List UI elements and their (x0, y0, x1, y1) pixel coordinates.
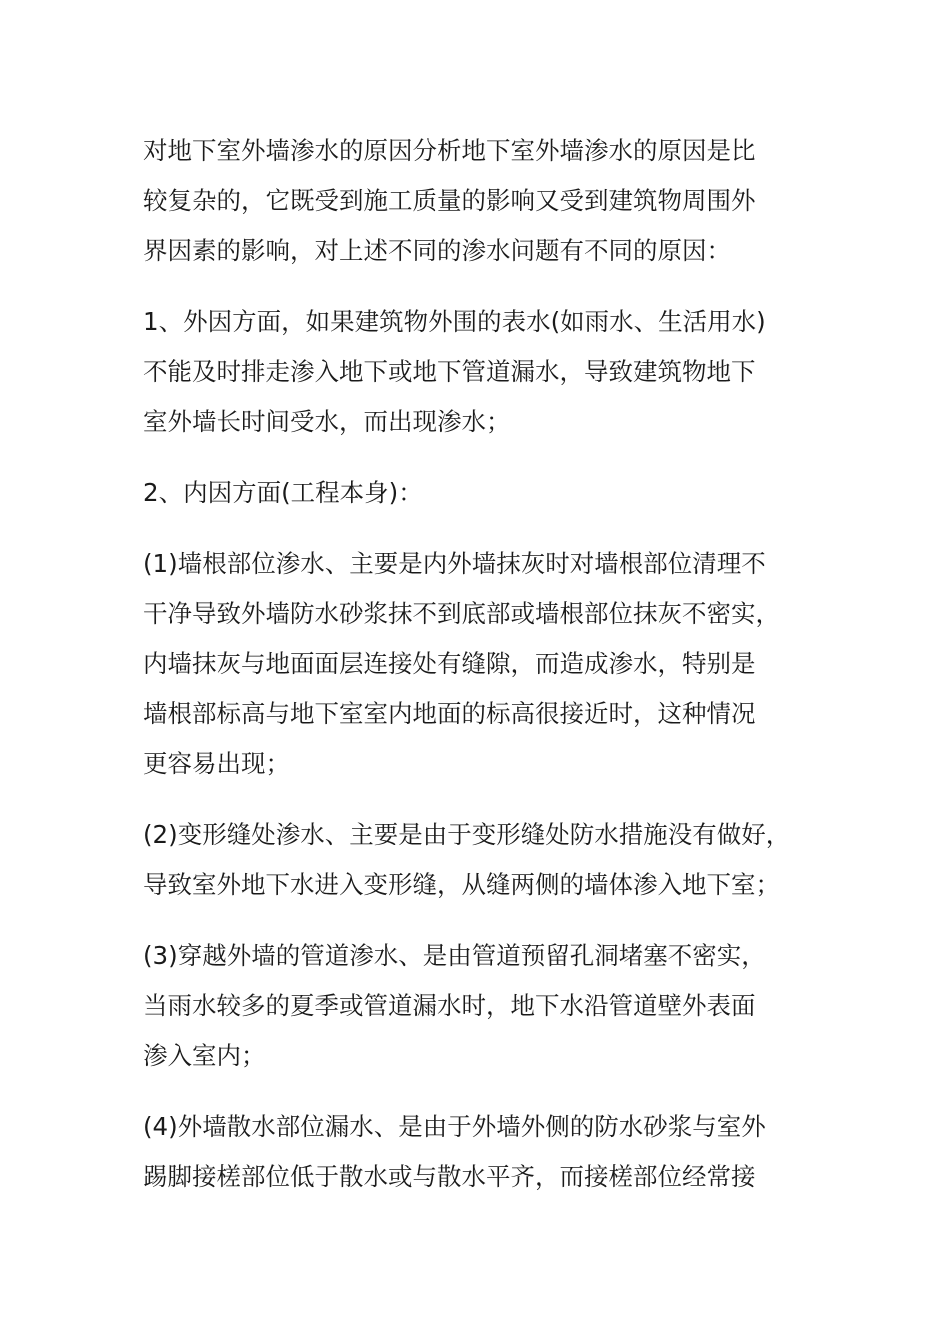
text-line: 内墙抹灰与地面面层连接处有缝隙，而造成渗水，特别是 (143, 649, 756, 678)
text-line: (2)变形缝处渗水、主要是由于变形缝处防水措施没有做好， (143, 820, 791, 849)
paragraph-external-causes (143, 297, 805, 447)
paragraph-item-2 (143, 810, 805, 910)
text-line: (3)穿越外墙的管道渗水、是由管道预留孔洞堵塞不密实， (143, 941, 766, 970)
text-line: 室外墙长时间受水，而出现渗水； (143, 407, 511, 436)
text-line: 1、外因方面，如果建筑物外围的表水(如雨水、生活用水) (143, 307, 766, 336)
text-line: (1)墙根部位渗水、主要是内外墙抹灰时对墙根部位清理不 (143, 549, 766, 578)
document-body (143, 126, 805, 1223)
text-line: 更容易出现； (143, 749, 290, 778)
text-line: (4)外墙散水部位漏水、是由于外墙外侧的防水砂浆与室外 (143, 1112, 766, 1141)
text-line: 较复杂的，它既受到施工质量的影响又受到建筑物周围外 (143, 186, 756, 215)
paragraph-internal-causes-heading (143, 468, 805, 518)
text-line: 墙根部标高与地下室室内地面的标高很接近时，这种情况 (143, 699, 756, 728)
text-line: 对地下室外墙渗水的原因分析地下室外墙渗水的原因是比 (143, 136, 756, 165)
text-line: 当雨水较多的夏季或管道漏水时，地下水沿管道壁外表面 (143, 991, 756, 1020)
text-line: 干净导致外墙防水砂浆抹不到底部或墙根部位抹灰不密实， (143, 599, 780, 628)
paragraph-item-1 (143, 539, 805, 789)
paragraph-item-4 (143, 1102, 805, 1202)
text-line: 渗入室内； (143, 1041, 266, 1070)
paragraph-item-3 (143, 931, 805, 1081)
paragraph-intro (143, 126, 805, 276)
text-line: 2、内因方面(工程本身)： (143, 478, 423, 507)
text-line: 导致室外地下水进入变形缝，从缝两侧的墙体渗入地下室； (143, 870, 780, 899)
text-line: 不能及时排走渗入地下或地下管道漏水，导致建筑物地下 (143, 357, 756, 386)
text-line: 界因素的影响，对上述不同的渗水问题有不同的原因： (143, 236, 731, 265)
text-line: 踢脚接槎部位低于散水或与散水平齐，而接槎部位经常接 (143, 1162, 756, 1191)
